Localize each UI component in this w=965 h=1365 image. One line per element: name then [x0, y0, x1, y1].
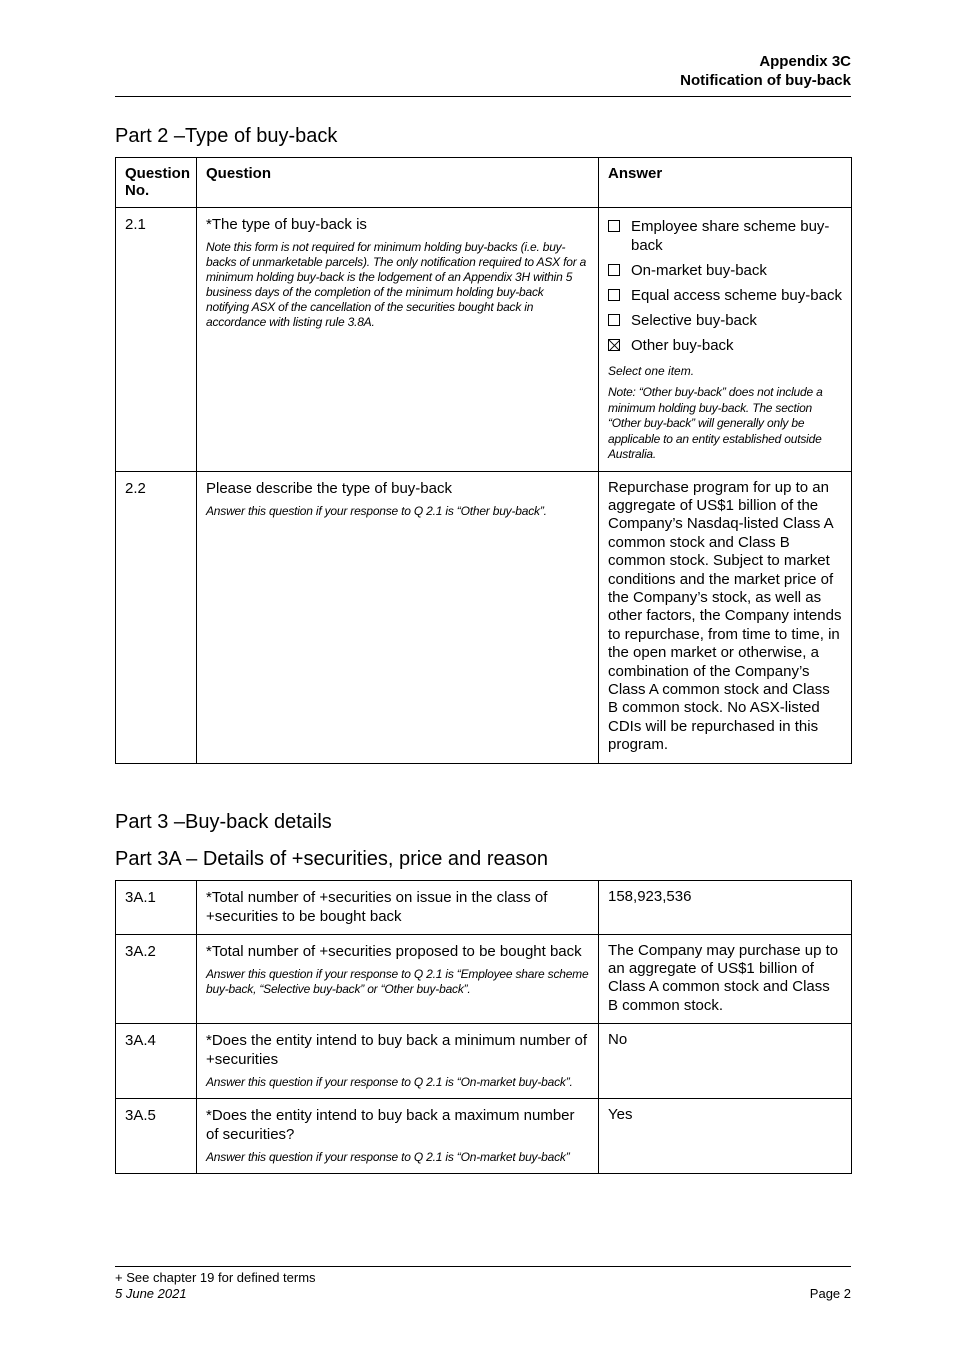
answer-text: 158,923,536 — [608, 887, 692, 905]
table-row-3a-5 — [116, 1099, 852, 1174]
answer-cell — [599, 208, 852, 472]
question-cell — [197, 880, 599, 934]
appendix-title: Appendix 3C — [759, 53, 851, 70]
question-number: 3A.1 — [116, 880, 197, 934]
buyback-type-options — [608, 217, 842, 355]
question-number: 3A.4 — [116, 1024, 197, 1099]
column-header-question: Question — [197, 158, 599, 208]
question-text: Please describe the type of buy-back — [206, 479, 452, 497]
checkbox-label: On-market buy-back — [631, 262, 767, 279]
question-text: *The type of buy-back is — [206, 216, 367, 233]
question-note: Answer this question if your response to Q 2.1 is “On-market buy-back”. — [206, 1075, 573, 1090]
answer-cell — [599, 880, 852, 934]
select-instruction: Select one item. — [608, 364, 695, 378]
answer-text: Yes — [608, 1106, 633, 1124]
footer-date: 5 June 2021 — [115, 1286, 187, 1301]
answer-cell — [599, 934, 852, 1024]
document-header — [115, 52, 851, 90]
answer-cell — [599, 1099, 852, 1174]
question-text: *Does the entity intend to buy back a minimum number of +securities — [206, 1032, 588, 1069]
checkbox-label: Employee share scheme buy-back — [631, 218, 830, 254]
checkbox-checked-icon[interactable] — [608, 339, 620, 351]
question-cell — [197, 471, 599, 763]
answer-text: No — [608, 1031, 628, 1049]
footer-note: + See chapter 19 for defined terms — [115, 1270, 316, 1285]
question-note: Answer this question if your response to Q 2.1 is “On-market buy-back” — [206, 1150, 570, 1165]
page-number: Page 2 — [809, 1286, 851, 1301]
checkbox-label: Other buy-back — [631, 337, 734, 354]
answer-note: Note: “Other buy-back” does not include a minimum holding buy-back. The section “Other buy-back” will generally only be applicable to an entity established outside Australia. — [608, 385, 823, 461]
table-row-3a-2 — [116, 934, 852, 1024]
document-title: Notification of buy-back — [680, 72, 851, 89]
question-number: 3A.5 — [116, 1099, 197, 1174]
page-footer — [115, 1266, 851, 1302]
question-cell — [197, 934, 599, 1024]
question-text: *Does the entity intend to buy back a maximum number of securities? — [206, 1107, 575, 1144]
answer-cell — [599, 1024, 852, 1099]
option-selective — [608, 311, 842, 330]
answer-text: Repurchase program for up to an aggregate of US$1 billion of the Company’s Nasdaq-listed Class A common stock and Class B common stock. Subject to market conditions and the market price of the Company’s stock, as well as other factors, the Company intends to repurchase, from time to time, in the open market or otherwise, a combination of the Company’s Class A common stock and Class B common stock. No ASX-listed CDIs will be repurchased in this program. — [608, 478, 842, 754]
column-header-answer: Answer — [599, 158, 852, 208]
checkbox-icon[interactable] — [608, 264, 620, 276]
question-text: *Total number of +securities on issue in the class of +securities to be bought back — [206, 888, 548, 925]
question-cell — [197, 1099, 599, 1174]
question-text: *Total number of +securities proposed to be bought back — [206, 942, 582, 960]
question-note: Note this form is not required for minimum holding buy-backs (i.e. buy-backs of unmarketable parcels). The only notification required to ASX for a minimum holding buy-back is the lodgement of an Appendix 3H within 5 business days of the completion of the minimum holding buy-back notifying ASX of the cancellation of the securities bought back in accordance with listing rule 3.8A. — [206, 240, 587, 329]
checkbox-label: Selective buy-back — [631, 312, 757, 329]
part2-table — [115, 157, 852, 764]
table-row-3a-1 — [116, 880, 852, 934]
part2-header-row — [116, 158, 852, 208]
table-row-2-2 — [116, 471, 852, 763]
answer-cell — [599, 471, 852, 763]
answer-text: The Company may purchase up to an aggregate of US$1 billion of Class A common stock and Class B common stock. — [608, 941, 839, 1014]
footer-row — [115, 1286, 851, 1302]
table-row-2-1 — [116, 208, 852, 472]
checkbox-icon[interactable] — [608, 314, 620, 326]
question-number: 3A.2 — [116, 934, 197, 1024]
question-cell — [197, 1024, 599, 1099]
question-number: 2.2 — [116, 471, 197, 763]
option-on-market — [608, 261, 842, 280]
header-divider — [115, 96, 851, 97]
part2-heading: Part 2 –Type of buy-back — [115, 125, 338, 147]
option-employee-share-scheme — [608, 217, 842, 255]
column-header-question-no: Question No. — [116, 158, 197, 208]
part3a-table — [115, 880, 852, 1175]
option-equal-access-scheme — [608, 286, 842, 305]
checkbox-label: Equal access scheme buy-back — [631, 287, 842, 304]
question-number: 2.1 — [116, 208, 197, 472]
option-other — [608, 336, 842, 355]
checkbox-icon[interactable] — [608, 289, 620, 301]
checkbox-icon[interactable] — [608, 220, 620, 232]
question-note: Answer this question if your response to Q 2.1 is “Other buy-back”. — [206, 503, 547, 518]
part3a-heading: Part 3A – Details of +securities, price and reason — [115, 847, 549, 870]
question-cell — [197, 208, 599, 472]
part3-heading: Part 3 –Buy-back details — [115, 810, 332, 833]
question-note: Answer this question if your response to Q 2.1 is “Employee share scheme buy-back, “Selective buy-back” or “Other buy-back”. — [206, 966, 589, 996]
table-row-3a-4 — [116, 1024, 852, 1099]
footer-divider — [115, 1266, 851, 1267]
